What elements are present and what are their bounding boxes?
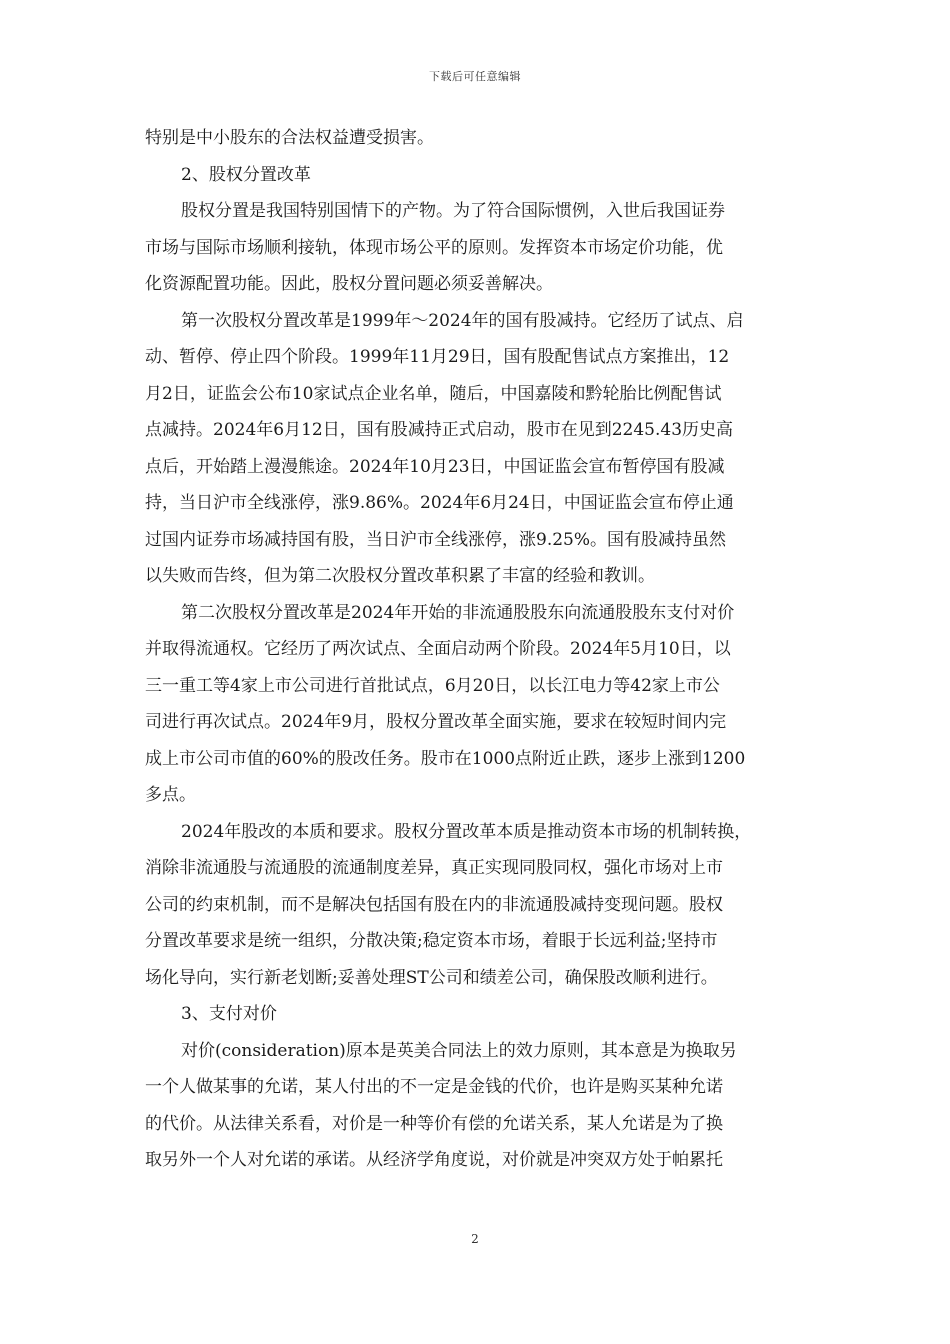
paragraph-line: 第二次股权分置改革是2024年开始的非流通股股东向流通股股东支付对价 [181, 602, 735, 623]
paragraph-line: 股权分置是我国特别国情下的产物。为了符合国际惯例，入世后我国证券 [181, 201, 725, 221]
paragraph-line: 并取得流通权。它经历了两次试点、全面启动两个阶段。2024年5月10日，以 [145, 639, 731, 659]
paragraph-line: 持，当日沪市全线涨停，涨9.86%。2024年6月24日，中国证监会宣布停止通 [145, 493, 734, 513]
section-heading: 3、支付对价 [181, 1004, 277, 1024]
paragraph-line: 月2日，证监会公布10家试点企业名单，随后，中国嘉陵和黔轮胎比例配售试 [145, 383, 722, 404]
paragraph-line: 过国内证券市场减持国有股，当日沪市全线涨停，涨9.25%。国有股减持虽然 [145, 529, 727, 550]
paragraph-line: 第一次股权分置改革是1999年～2024年的国有股减持。它经历了试点、启 [181, 310, 744, 331]
paragraph-line: 消除非流通股与流通股的流通制度差异，真正实现同股同权，强化市场对上市 [145, 858, 723, 878]
paragraph-line: 对价(consideration)原本是英美合同法上的效力原则，其本意是为换取另 [181, 1040, 737, 1061]
paragraph-line: 动、暂停、停止四个阶段。1999年11月29日，国有股配售试点方案推出，12 [145, 347, 730, 367]
paragraph-line: 市场与国际市场顺利接轨，体现市场公平的原则。发挥资本市场定价功能，优 [145, 237, 723, 258]
document-body [145, 120, 817, 1179]
paragraph-line: 公司的约束机制，而不是解决包括国有股在内的非流通股减持变现问题。股权 [145, 894, 723, 915]
paragraph-line: 以失败而告终，但为第二次股权分置改革积累了丰富的经验和教训。 [145, 566, 655, 586]
paragraph-line: 一个人做某事的允诺，某人付出的不一定是金钱的代价，也许是购买某种允诺 [145, 1077, 723, 1097]
paragraph-line: 司进行再次试点。2024年9月，股权分置改革全面实施，要求在较短时间内完 [145, 712, 727, 732]
paragraph-line: 场化导向，实行新老划断;妥善处理ST公司和绩差公司，确保股改顺利进行。 [145, 967, 718, 988]
paragraph-line: 分置改革要求是统一组织，分散决策;稳定资本市场，着眼于长远利益;坚持市 [145, 931, 718, 951]
paragraph-line: 的代价。从法律关系看，对价是一种等价有偿的允诺关系，某人允诺是为了换 [145, 1113, 723, 1134]
paragraph-line: 2024年股改的本质和要求。股权分置改革本质是推动资本市场的机制转换， [181, 821, 752, 842]
page-number: 2 [471, 1232, 479, 1246]
paragraph-line: 特别是中小股东的合法权益遭受损害。 [145, 128, 434, 148]
section-heading: 2、股权分置改革 [181, 164, 311, 185]
paragraph-line: 点后，开始踏上漫漫熊途。2024年10月23日，中国证监会宣布暂停国有股减 [145, 456, 725, 477]
paragraph-line: 成上市公司市值的60%的股改任务。股市在1000点附近止跌，逐步上涨到1200 [145, 748, 746, 769]
page-header: 下载后可任意编辑 [429, 70, 521, 83]
paragraph-line: 多点。 [145, 785, 196, 805]
paragraph-line: 三一重工等4家上市公司进行首批试点，6月20日，以长江电力等42家上市公 [145, 675, 720, 696]
paragraph-line: 取另外一个人对允诺的承诺。从经济学角度说，对价就是冲突双方处于帕累托 [145, 1150, 723, 1170]
paragraph-line: 点减持。2024年6月12日，国有股减持正式启动，股市在见到2245.43历史高 [145, 420, 734, 440]
paragraph-line: 化资源配置功能。因此，股权分置问题必须妥善解决。 [145, 274, 553, 294]
